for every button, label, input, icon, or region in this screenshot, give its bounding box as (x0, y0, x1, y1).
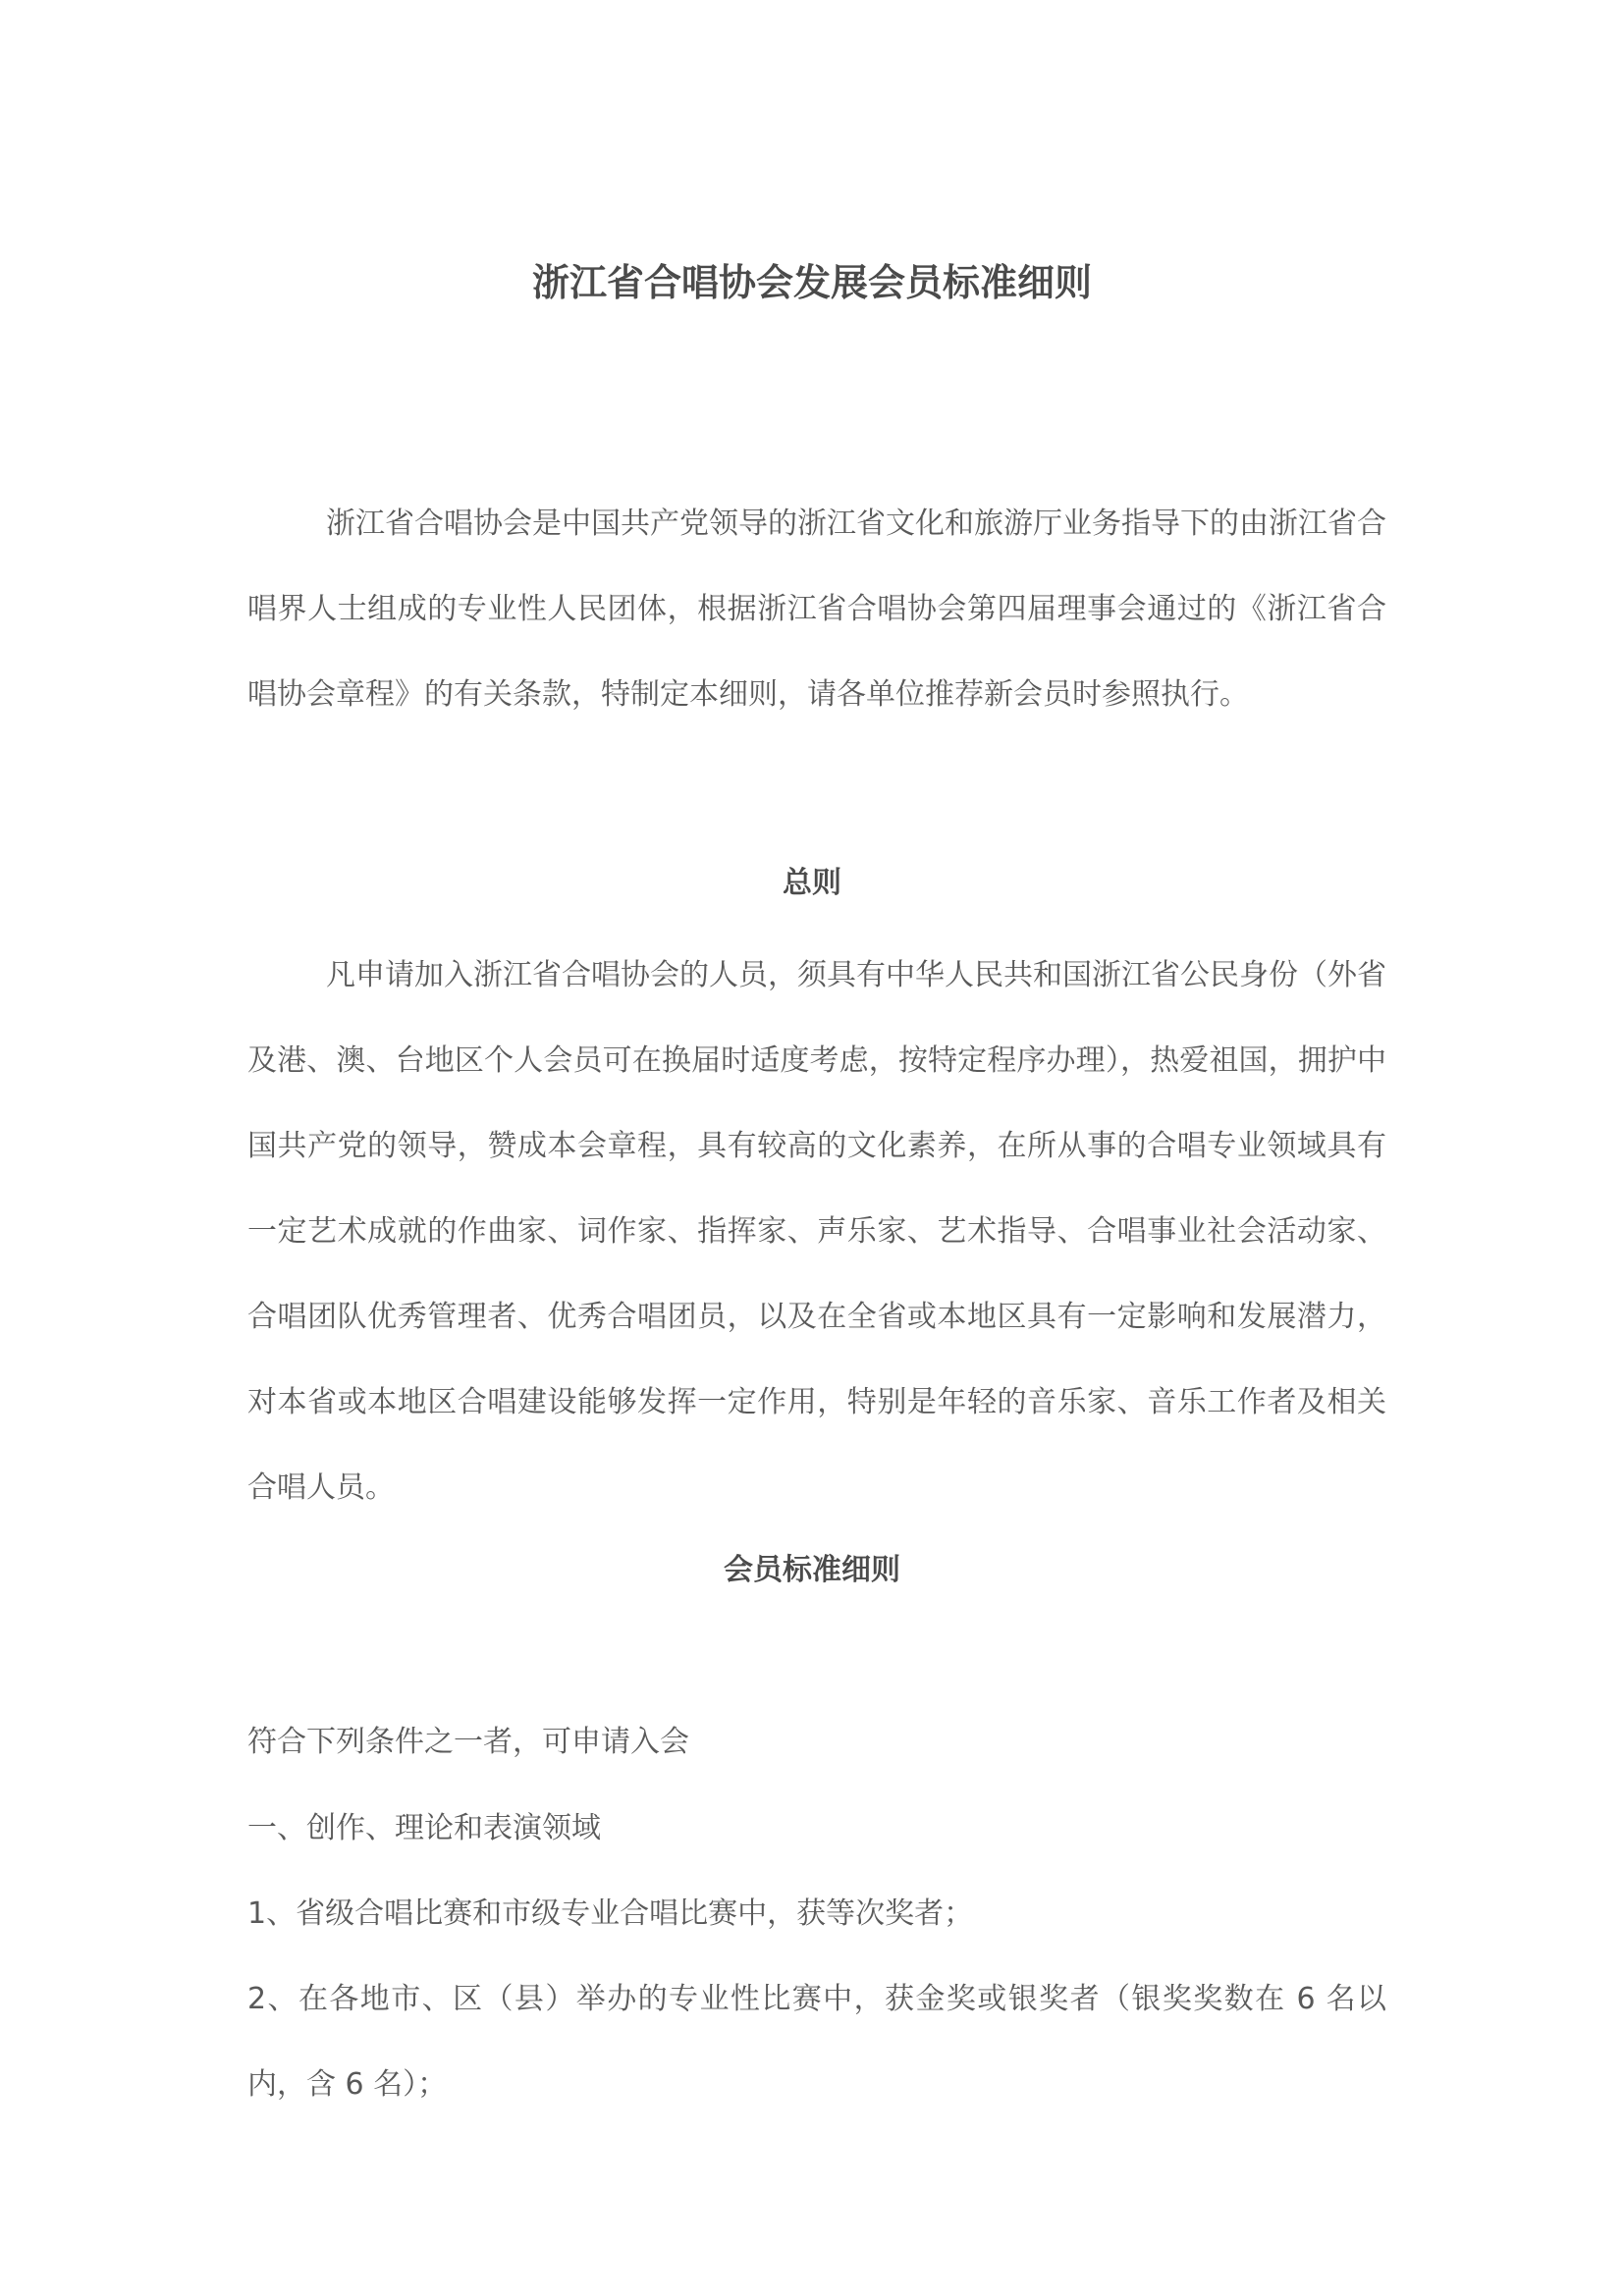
document-title: 浙江省合唱协会发展会员标准细则 (531, 261, 1092, 304)
general-heading: 总则 (783, 866, 841, 900)
criteria-item: 1、省级合唱比赛和市级专业合唱比赛中，获等次奖者； (247, 1896, 974, 1931)
criteria-item: 2、在各地市、区（县）举办的专业性比赛中，获金奖或银奖者（银奖奖数在 6 名以内，含 6 名）； (247, 1982, 1386, 2102)
criteria-lead: 符合下列条件之一者，可申请入会 (247, 1725, 689, 1759)
criteria-category: 一、创作、理论和表演领域 (247, 1811, 601, 1845)
general-paragraph: 凡申请加入浙江省合唱协会的人员，须具有中华人民共和国浙江省公民身份（外省及港、澳、台地区个人会员可在换届时适度考虑，按特定程序办理），热爱祖国，拥护中国共产党的领导，赞成本会章程，具有较高的文化素养，在所从事的合唱专业领域具有一定艺术成就的作曲家、词作家、指挥家、声乐家、艺术指导、合唱事业社会活动家、合唱团队优秀管理者、优秀合唱团员，以及在全省或本地区具有一定影响和发展潜力，对本省或本地区合唱建设能够发挥一定作用，特别是年轻的音乐家、音乐工作者及相关合唱人员。 (247, 958, 1386, 1505)
intro-paragraph: 浙江省合唱协会是中国共产党领导的浙江省文化和旅游厅业务指导下的由浙江省合唱界人士组成的专业性人民团体，根据浙江省合唱协会第四届理事会通过的《浙江省合唱协会章程》的有关条款，特制定本细则，请各单位推荐新会员时参照执行。 (247, 507, 1386, 712)
criteria-heading: 会员标准细则 (724, 1553, 900, 1587)
